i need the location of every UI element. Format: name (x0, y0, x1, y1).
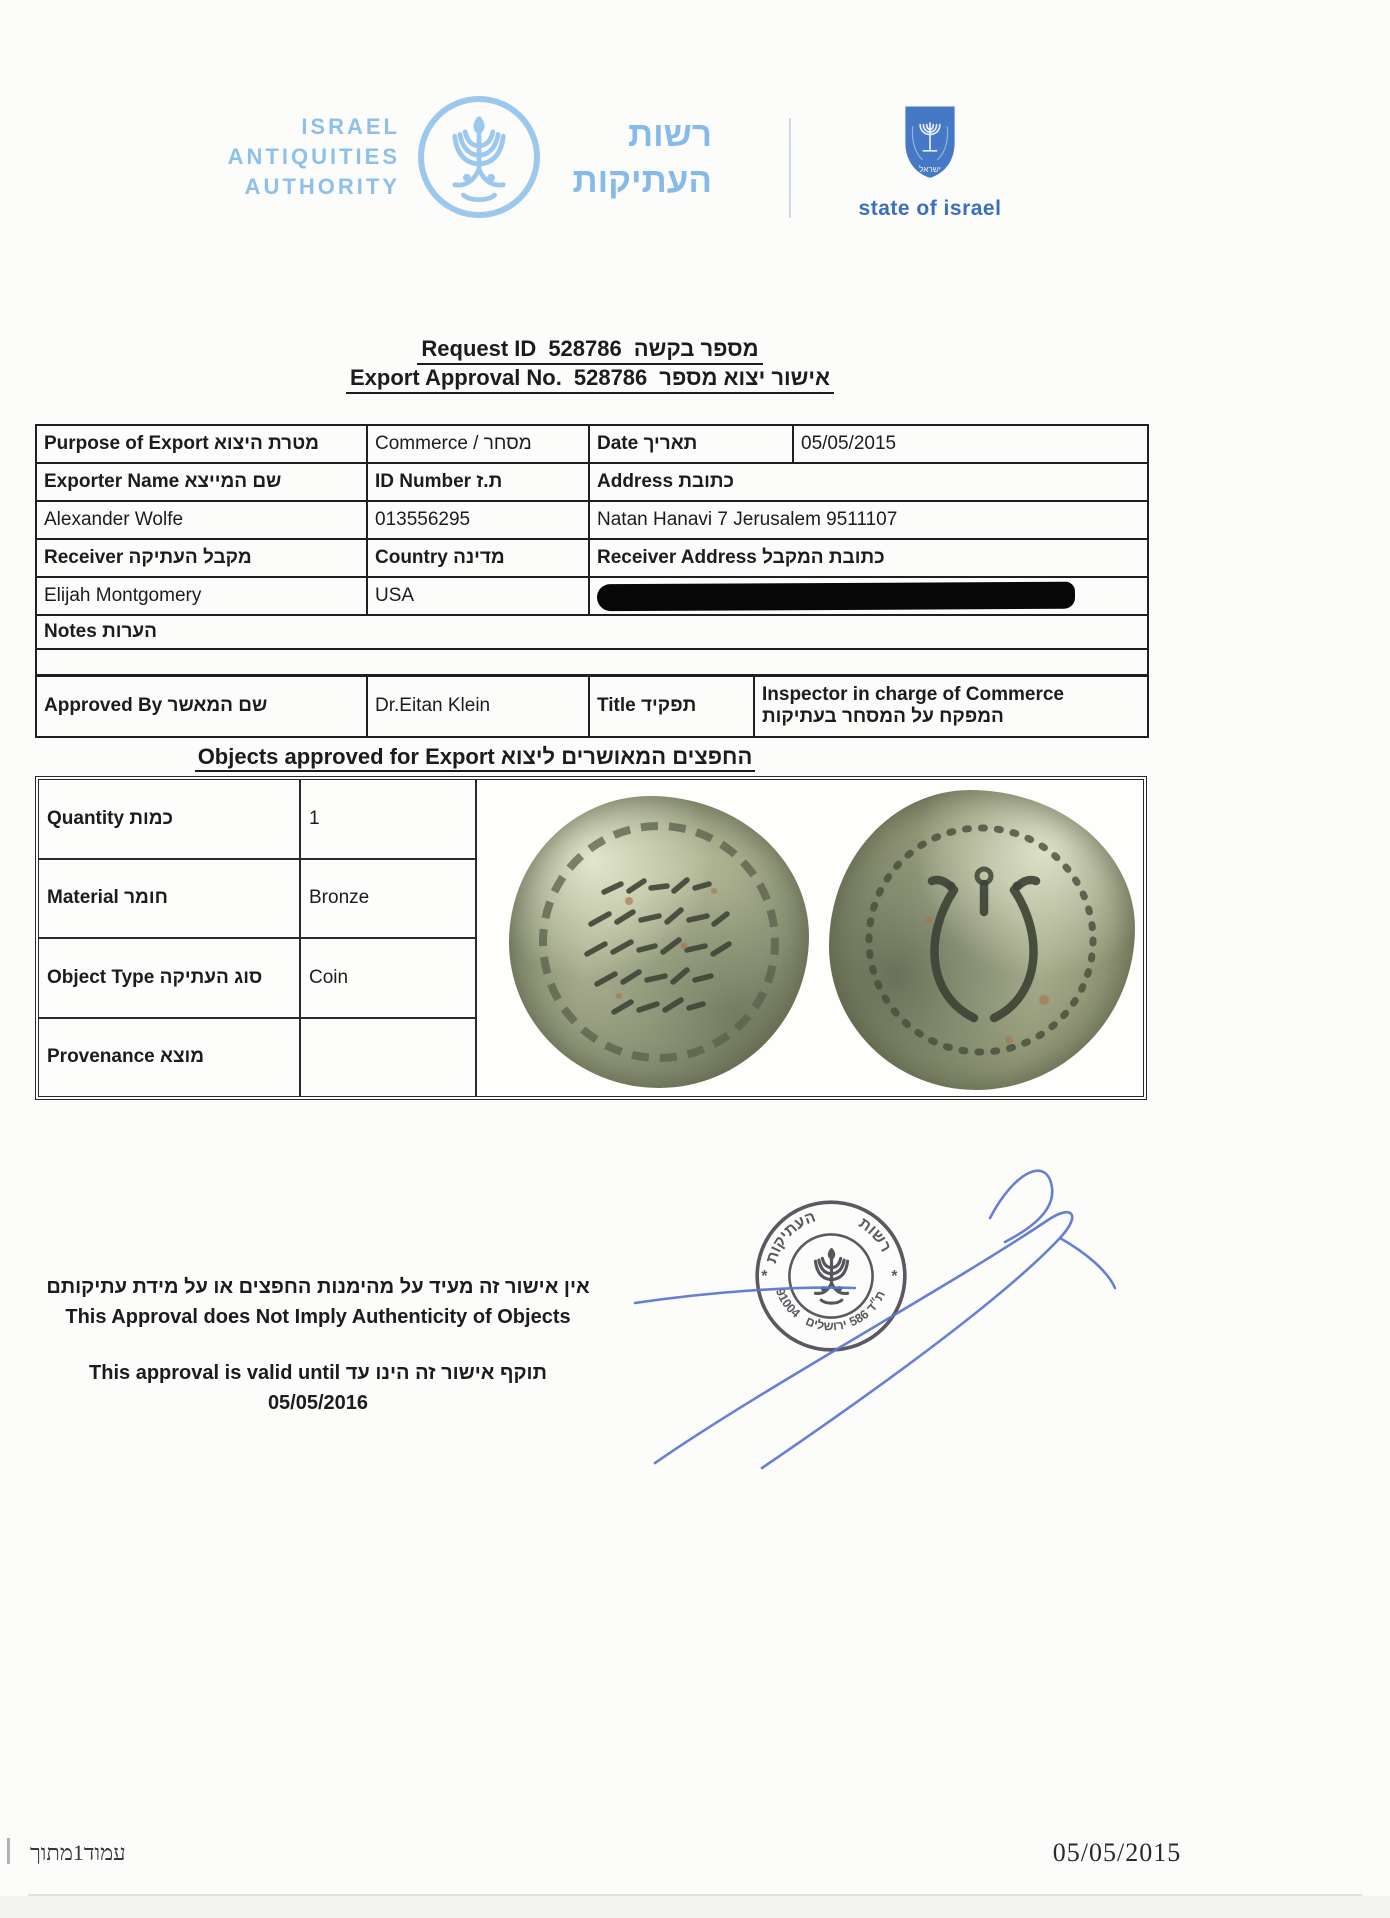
receiver-value-row (36, 577, 1148, 615)
request-id-hebrew: מספר בקשה (633, 336, 759, 361)
footer-date: 05/05/2015 (1052, 1838, 1182, 1867)
provenance-row (39, 1019, 475, 1097)
coin-photographs-area (477, 780, 1143, 1096)
export-approval-number: 528786 (573, 365, 648, 390)
authenticity-disclaimer-hebrew: אין אישור זה מעיד על מהימנות החפצים או על מידת עתיקותם (46, 1276, 590, 1298)
title-value-cell (754, 675, 1148, 737)
purpose-row (36, 425, 1148, 463)
object-type-label: Object Type סוג העתיקה (39, 939, 301, 1017)
title-label: Title תפקיד (589, 675, 754, 737)
document-title-block (200, 336, 980, 394)
coin-obverse-photo (509, 796, 809, 1088)
request-id-number: 528786 (548, 336, 622, 361)
iaa-hebrew-line1: רשות (627, 115, 712, 154)
stamp-top-word2: העתיקות (763, 1208, 818, 1266)
iaa-wordmark-english (160, 112, 400, 202)
exporter-value-row (36, 501, 1148, 539)
exporter-header-row (36, 463, 1148, 501)
export-details-table (35, 424, 1147, 738)
redacted-address-bar (597, 581, 1075, 611)
receiver-header-row (36, 539, 1148, 577)
date-value: 05/05/2015 (793, 425, 1148, 463)
stamp-star-right: * (891, 1268, 898, 1286)
notes-empty-cell (36, 649, 1148, 675)
objects-section-heading: Objects approved for Export החפצים המאושרים ליצוא (35, 744, 915, 770)
valid-until-line: This approval is valid until תוקף אישור זה הינו עד (89, 1362, 547, 1384)
notes-header-row (36, 615, 1148, 649)
coin-reverse-photo (829, 790, 1135, 1090)
stamp-box-number: 586 (847, 1307, 872, 1330)
stamp-city: ירושלים (803, 1313, 849, 1334)
iaa-wordmark-line2: ANTIQUITIES (227, 144, 400, 169)
objects-table (35, 776, 1147, 1100)
request-id-line (417, 336, 762, 365)
material-row (39, 860, 475, 940)
receiver-address-label: Receiver Address כתובת המקבל (589, 539, 1148, 577)
iaa-menorah-tree-logo-icon (418, 96, 540, 218)
iaa-wordmark-hebrew (552, 112, 712, 204)
objects-table-fields (39, 780, 477, 1096)
scan-bottom-edge-strip (0, 1896, 1390, 1918)
svg-text:ישראל: ישראל (919, 165, 941, 175)
notes-label: Notes הערות (36, 615, 1148, 649)
provenance-label: Provenance מוצא (39, 1019, 301, 1097)
address-value: Natan Hanavi 7 Jerusalem 9511107 (589, 501, 1148, 539)
stamp-star-left: * (761, 1268, 768, 1286)
material-value: Bronze (309, 887, 370, 909)
address-label: Address כתובת (589, 463, 1148, 501)
export-approval-hebrew: אישור יצוא מספר (659, 365, 830, 390)
iaa-wordmark-line3: AUTHORITY (244, 174, 400, 199)
purpose-of-export-label: Purpose of Export מטרת היצוא (36, 425, 367, 463)
export-approval-line (346, 365, 834, 394)
state-of-israel-emblem (845, 100, 1015, 221)
purpose-of-export-value: Commerce / מסחר (367, 425, 589, 463)
request-id-label: Request ID (421, 336, 537, 361)
object-type-value: Coin (309, 966, 349, 988)
page-number-text: עמוד1מתוך (30, 1840, 126, 1865)
iaa-wordmark-line1: ISRAEL (301, 114, 400, 139)
material-label: Material חומר (39, 860, 301, 938)
approved-by-row (36, 675, 1148, 737)
stamp-box-label: ת״ד (863, 1288, 889, 1316)
valid-until-date: 05/05/2016 (267, 1392, 369, 1414)
validity-statement-block (28, 1272, 608, 1418)
state-of-israel-label: state of israel (858, 197, 1002, 220)
receiver-address-value (589, 577, 1148, 615)
receiver-name-value: Elijah Montgomery (36, 577, 367, 615)
export-approval-label: Export Approval No. (349, 365, 562, 390)
exporter-name-label: Exporter Name שם המייצא (36, 463, 367, 501)
quantity-label: Quantity כמות (39, 780, 301, 858)
quantity-value: 1 (309, 807, 320, 829)
provenance-value (301, 1019, 475, 1097)
country-label: Country מדינה (367, 539, 589, 577)
approved-by-name: Dr.Eitan Klein (367, 675, 589, 737)
country-value: USA (367, 577, 589, 615)
title-value-english: Inspector in charge of Commerce (762, 684, 1064, 706)
inspector-signature (600, 1118, 1130, 1498)
notes-empty-row (36, 649, 1148, 675)
quantity-row (39, 780, 475, 860)
header-divider (789, 118, 791, 218)
iaa-hebrew-line2: העתיקות (572, 161, 712, 200)
id-number-label: ID Number ת.ז (367, 463, 589, 501)
exporter-name-value: Alexander Wolfe (36, 501, 367, 539)
title-value-hebrew: המפקח על המסחר בעתיקות (762, 706, 1004, 728)
receiver-label: Receiver מקבל העתיקה (36, 539, 367, 577)
approved-by-label: Approved By שם המאשר (36, 675, 367, 737)
object-type-row (39, 939, 475, 1019)
authenticity-disclaimer-english: This Approval does Not Imply Authenticity of Objects (65, 1306, 571, 1328)
scan-edge-mark (7, 1838, 10, 1864)
id-number-value: 013556295 (367, 501, 589, 539)
stamp-top-word1: רשות (855, 1214, 895, 1255)
stamp-zip: 91004 (772, 1286, 803, 1321)
date-label: Date תאריך (589, 425, 793, 463)
israel-shield-emblem-icon (897, 100, 963, 182)
